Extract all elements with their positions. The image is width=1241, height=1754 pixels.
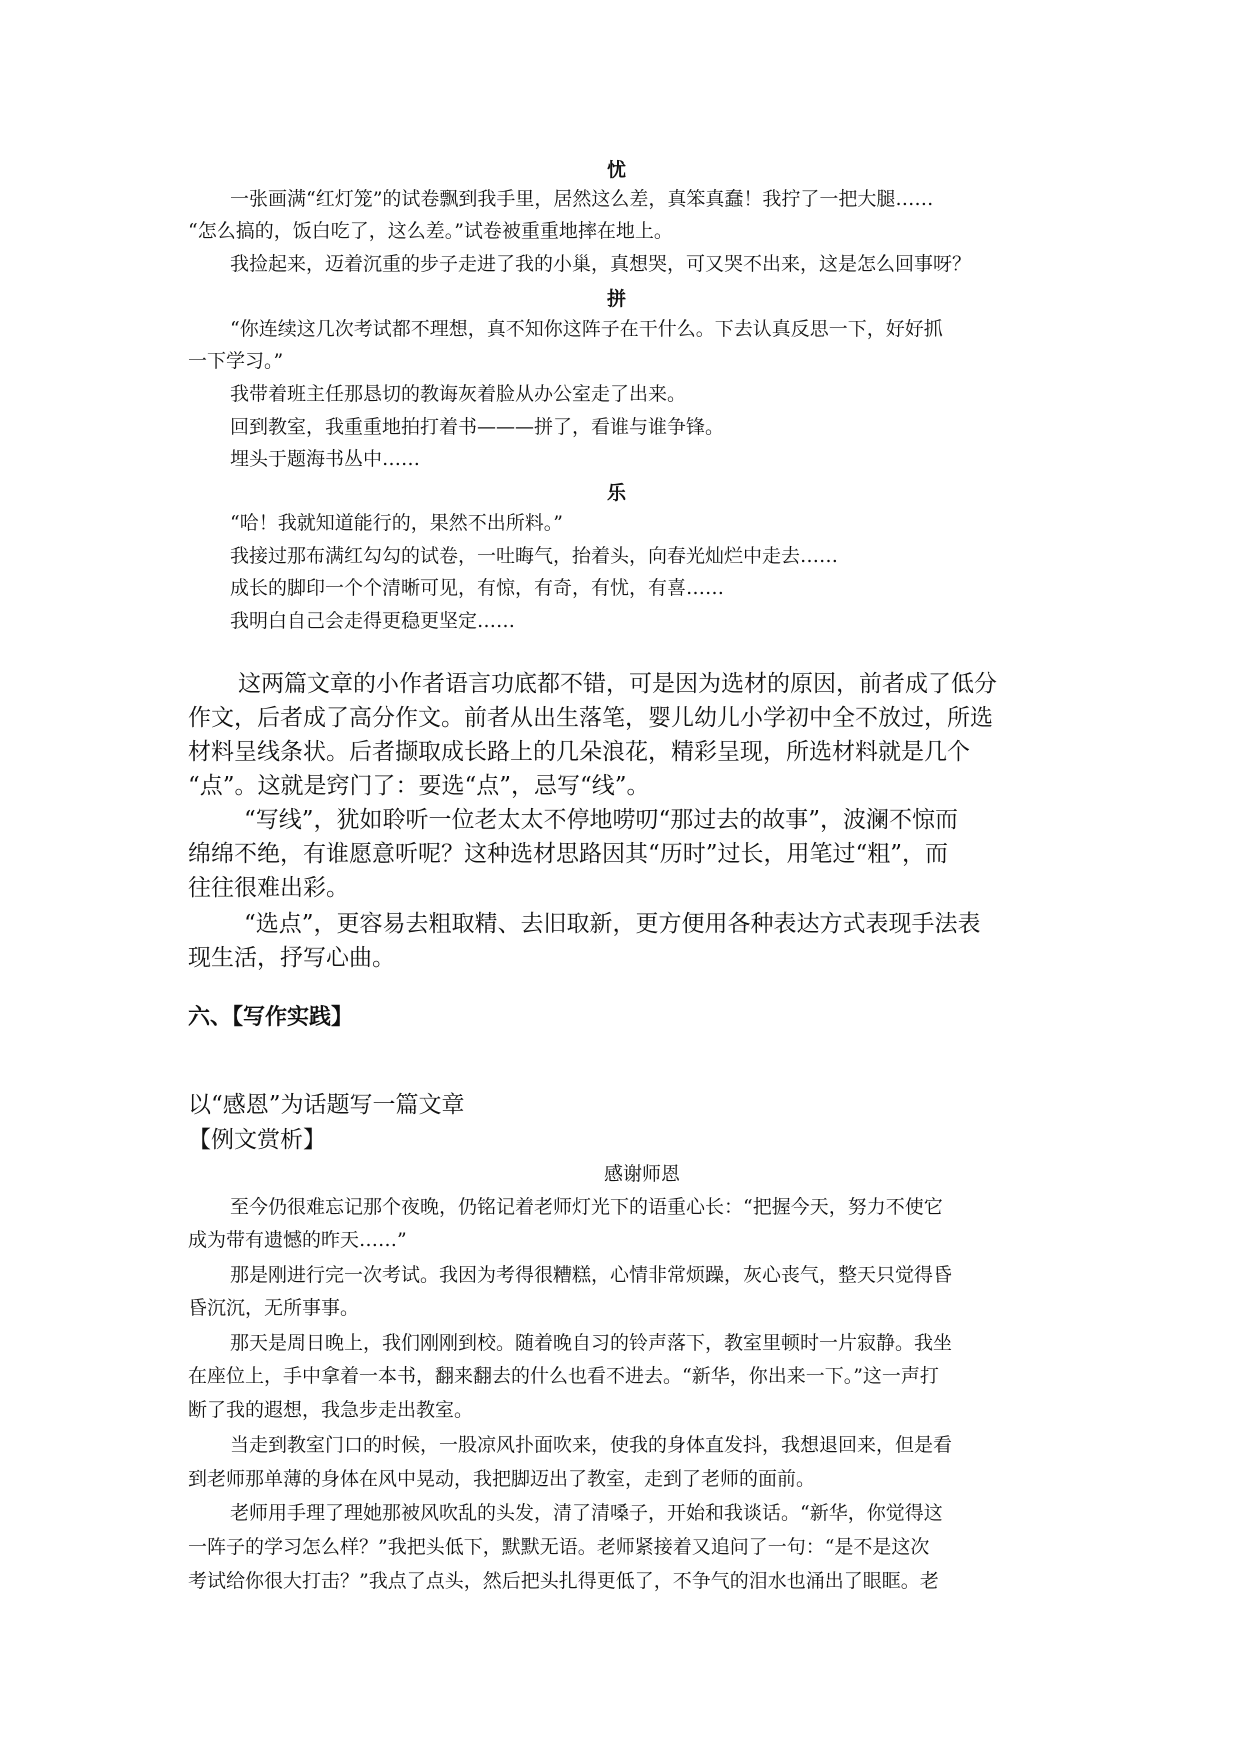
essay-line: 当走到教室门口的时候，一股凉风扑面吹来，使我的身体直发抖，我想退回来，但是看 — [230, 1434, 953, 1456]
story-heading-strive: 拼 — [607, 288, 627, 310]
essay-line: 考试给你很大打击？”我点了点头，然后把头扎得更低了，不争气的泪水也涌出了眼眶。老 — [188, 1570, 939, 1592]
essay-line: 在座位上，手中拿着一本书，翻来翻去的什么也看不进去。“新华，你出来一下。”这一声打 — [188, 1365, 939, 1387]
story-line: “怎么搞的，饭白吃了，这么差。”试卷被重重地摔在地上。 — [188, 220, 673, 242]
commentary-line: 现生活，抒写心曲。 — [188, 945, 395, 971]
commentary-line: 绵绵不绝，有谁愿意听呢？这种选材思路因其“历时”过长，用笔过“粗”，而 — [188, 841, 949, 867]
story-line: “哈！我就知道能行的，果然不出所料。” — [230, 512, 563, 534]
commentary-line: “选点”，更容易去粗取精、去旧取新，更方便用各种表达方式表现手法表 — [244, 911, 981, 937]
story-line: “你连续这几次考试都不理想，真不知你这阵子在干什么。下去认真反思一下，好好抓 — [230, 318, 943, 340]
example-label: 【例文赏析】 — [188, 1127, 326, 1153]
story-line: 我接过那布满红勾勾的试卷，一吐晦气，抬着头，向春光灿烂中走去…… — [230, 545, 839, 567]
essay-line: 一阵子的学习怎么样？”我把头低下，默默无语。老师紧接着又追问了一句：“是不是这次 — [188, 1536, 930, 1558]
section-heading: 六、【写作实践】 — [188, 1005, 354, 1030]
story-line: 回到教室，我重重地拍打着书———拼了，看谁与谁争锋。 — [230, 416, 725, 438]
story-line: 一下学习。” — [188, 350, 284, 372]
story-heading-joy: 乐 — [607, 482, 627, 504]
story-line: 我捡起来，迈着沉重的步子走进了我的小巢，真想哭，可又哭不出来，这是怎么回事呀？ — [230, 253, 972, 275]
commentary-line: 这两篇文章的小作者语言功底都不错，可是因为选材的原因，前者成了低分 — [238, 671, 997, 697]
story-line: 我明白自己会走得更稳更坚定…… — [230, 610, 516, 632]
essay-line: 至今仍很难忘记那个夜晚，仍铭记着老师灯光下的语重心长：“把握今天，努力不使它 — [230, 1196, 943, 1218]
story-heading-worry: 忧 — [607, 159, 627, 181]
essay-line: 老师用手理了理她那被风吹乱的头发，清了清嗓子，开始和我谈话。“新华，你觉得这 — [230, 1502, 943, 1524]
essay-line: 那天是周日晚上，我们刚刚到校。随着晚自习的铃声落下，教室里顿时一片寂静。我坐 — [230, 1332, 953, 1354]
commentary-line: “点”。这就是窍门了：要选“点”，忌写“线”。 — [188, 773, 650, 799]
commentary-line: “写线”，犹如聆听一位老太太不停地唠叨“那过去的故事”，波澜不惊而 — [244, 807, 959, 833]
commentary-line: 往往很难出彩。 — [188, 875, 349, 901]
essay-line: 昏沉沉，无所事事。 — [188, 1297, 360, 1319]
essay-line: 断了我的遐想，我急步走出教室。 — [188, 1399, 474, 1421]
story-line: 我带着班主任那恳切的教诲灰着脸从办公室走了出来。 — [230, 383, 687, 405]
commentary-line: 材料呈线条状。后者撷取成长路上的几朵浪花，精彩呈现，所选材料就是几个 — [188, 739, 970, 765]
essay-line: 那是刚进行完一次考试。我因为考得很糟糕，心情非常烦躁，灰心丧气，整天只觉得昏 — [230, 1264, 953, 1286]
commentary-line: 作文，后者成了高分作文。前者从出生落笔，婴儿幼儿小学初中全不放过，所选 — [188, 705, 993, 731]
story-line: 成长的脚印一个个清晰可见，有惊，有奇，有忧，有喜…… — [230, 577, 725, 599]
essay-line: 到老师那单薄的身体在风中晃动，我把脚迈出了教室，走到了老师的面前。 — [188, 1468, 816, 1490]
story-line: 埋头于题海书丛中…… — [230, 448, 421, 470]
story-line: 一张画满“红灯笼”的试卷飘到我手里，居然这么差，真笨真蠢！我拧了一把大腿…… — [230, 188, 934, 210]
topic-line: 以“感恩”为话题写一篇文章 — [188, 1092, 465, 1118]
essay-title: 感谢师恩 — [604, 1163, 681, 1185]
essay-line: 成为带有遗憾的昨天……” — [188, 1229, 407, 1251]
